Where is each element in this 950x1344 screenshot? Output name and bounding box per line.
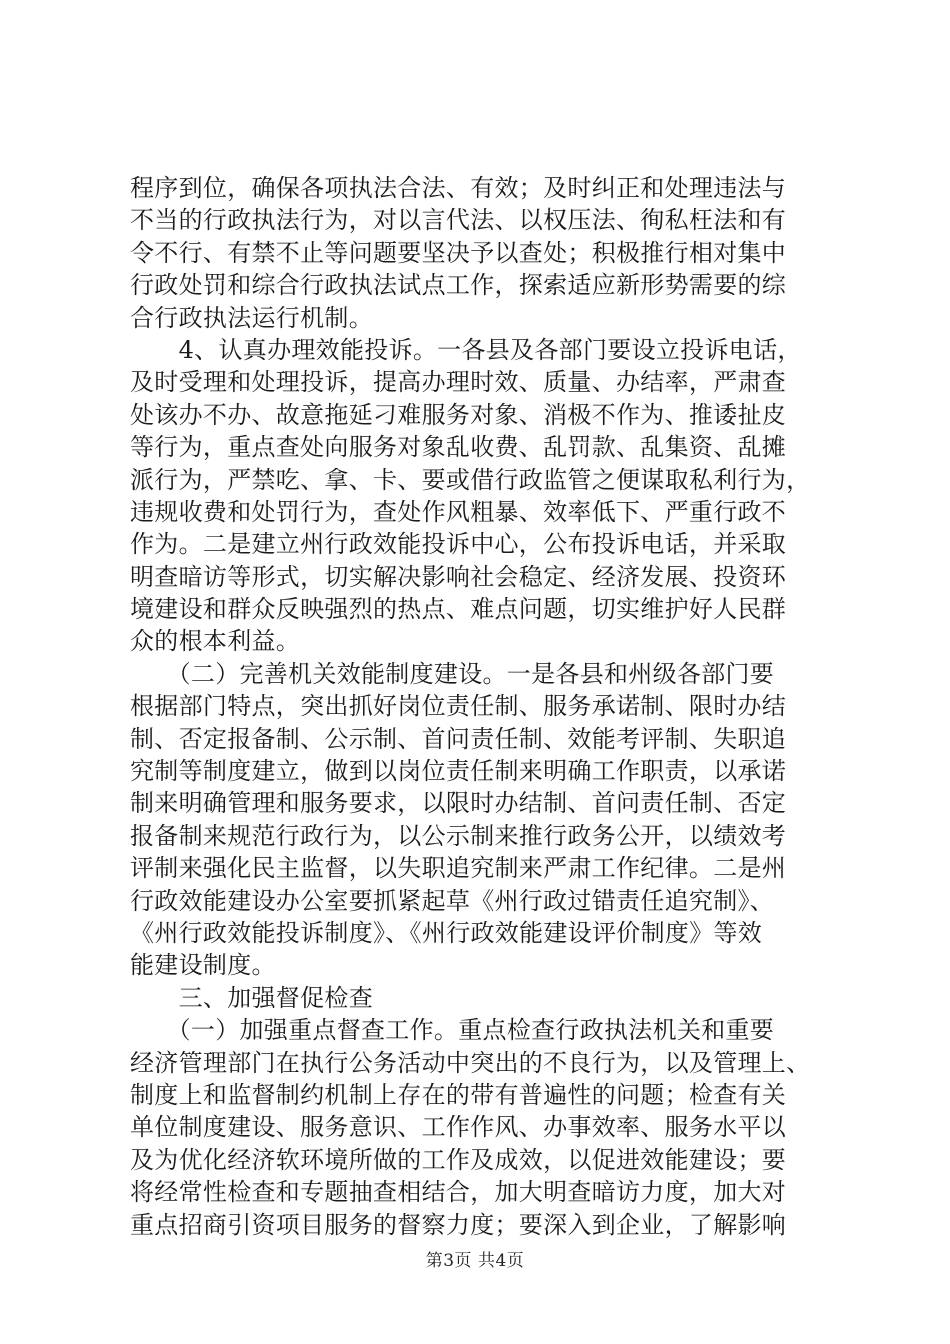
text-line: 能建设制度。 bbox=[130, 951, 276, 980]
text-line: 及时受理和处理投诉，提高办理时效、质量、办结率，严肃查 bbox=[130, 368, 787, 397]
text-line: 境建设和群众反映强烈的热点、难点问题，切实维护好人民群 bbox=[130, 595, 787, 624]
text-line: 明查暗访等形式，切实解决影响社会稳定、经济发展、投资环 bbox=[130, 562, 787, 591]
text-line: 经济管理部门在执行公务活动中突出的不良行为，以及管理上、 bbox=[130, 1048, 811, 1077]
text-line: 等行为，重点查处向服务对象乱收费、乱罚款、乱集资、乱摊 bbox=[130, 433, 787, 462]
text-line: 究制等制度建立，做到以岗位责任制来明确工作职责，以承诺 bbox=[130, 757, 787, 786]
text-line: 重点招商引资项目服务的督察力度；要深入到企业，了解影响 bbox=[130, 1210, 787, 1239]
text-line: 制来明确管理和服务要求，以限时办结制、首问责任制、否定 bbox=[130, 789, 787, 818]
text-line: （二）完善机关效能制度建设。一是各县和州级各部门要 bbox=[130, 659, 775, 688]
text-line: 程序到位，确保各项执法合法、有效；及时纠正和处理违法与 bbox=[130, 174, 787, 202]
text-line: 制、否定报备制、公示制、首问责任制、效能考评制、失职追 bbox=[130, 724, 787, 753]
text-line: 令不行、有禁不止等问题要坚决予以查处；积极推行相对集中 bbox=[130, 238, 787, 267]
text-line: 合行政执法运行机制。 bbox=[130, 303, 373, 332]
text-line: 三、加强督促检查 bbox=[130, 983, 373, 1012]
text-line: 4、认真办理效能投诉。一各县及各部门要设立投诉电话， bbox=[130, 335, 802, 364]
text-line: 评制来强化民主监督，以失职追究制来严肃工作纪律。二是州 bbox=[130, 854, 787, 883]
text-line: 不当的行政执法行为，对以言代法、以权压法、徇私枉法和有 bbox=[130, 206, 787, 235]
text-line: 众的根本利益。 bbox=[130, 627, 301, 656]
text-line: （一）加强重点督查工作。重点检查行政执法机关和重要 bbox=[130, 1016, 775, 1045]
text-line: 报备制来规范行政行为，以公示制来推行政务公开，以绩效考 bbox=[130, 821, 787, 850]
text-line: 根据部门特点，突出抓好岗位责任制、服务承诺制、限时办结 bbox=[130, 692, 787, 721]
page-footer: 第3页 共4页 bbox=[425, 1251, 525, 1271]
text-line: 处该办不办、故意拖延刁难服务对象、消极不作为、推诿扯皮 bbox=[130, 400, 787, 429]
text-line: 及为优化经济软环境所做的工作及成效，以促进效能建设；要 bbox=[130, 1145, 787, 1174]
text-line: 《州行政效能投诉制度》、《州行政效能建设评价制度》等效 bbox=[130, 918, 763, 947]
text-line: 作为。二是建立州行政效能投诉中心，公布投诉电话，并采取 bbox=[130, 530, 787, 559]
text-line: 制度上和监督制约机制上存在的带有普遍性的问题；检查有关 bbox=[130, 1080, 787, 1109]
document-body bbox=[130, 172, 842, 1241]
text-line: 行政效能建设办公室要抓紧起草《州行政过错责任追究制》、 bbox=[130, 886, 775, 915]
text-line: 违规收费和处罚行为，查处作风粗暴、效率低下、严重行政不 bbox=[130, 497, 787, 526]
text-line: 将经常性检查和专题抽查相结合，加大明查暗访力度，加大对 bbox=[130, 1178, 787, 1207]
text-line: 单位制度建设、服务意识、工作作风、办事效率、服务水平以 bbox=[130, 1113, 787, 1142]
text-line: 行政处罚和综合行政执法试点工作，探索适应新形势需要的综 bbox=[130, 271, 787, 300]
text-line: 派行为，严禁吃、拿、卡、要或借行政监管之便谋取私利行为， bbox=[130, 465, 811, 494]
